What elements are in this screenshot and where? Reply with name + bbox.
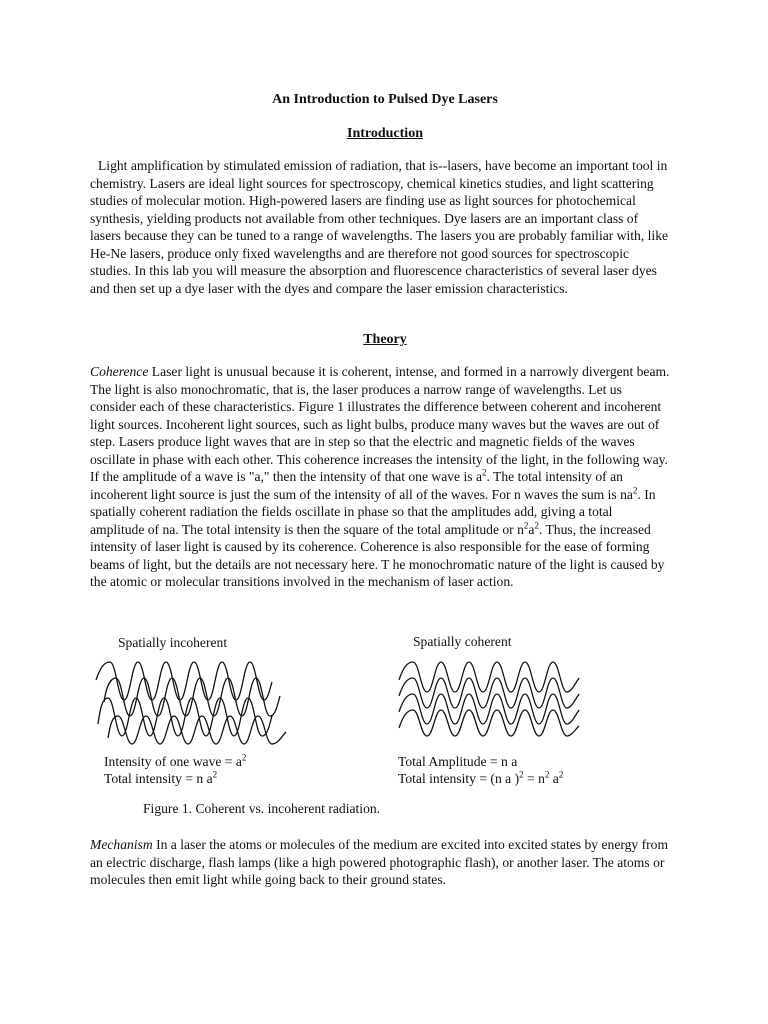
introduction-paragraph: Light amplification by stimulated emission of radiation, that is--lasers, have become an important tool in chemistry. Lasers are ideal light sources for spectroscopy, chemical kinetics studies, and light scattering studies of molecular motion. High-powered lasers are finding use as light sources for photochemical synthesis, yielding products not available from other techniques. Dye lasers are an important class of lasers because they can be tuned to a range of wavelengths. The lasers you are probably familiar with, like He-Ne lasers, produce only fixed wavelengths and are therefore not good sources for spectroscopic studies. In this lab you will measure the absorption and fluorescence characteristics of several laser dyes and then set up a dye laser with the dyes and compare the laser emission characteristics. xyxy=(90,158,669,296)
coherent-wave-1 xyxy=(399,662,579,692)
incoherent-intensity-one-wave: Intensity of one wave = $a^2$ xyxy=(104,752,247,769)
figure-caption: Figure 1. Coherent vs. incoherent radiation. xyxy=(143,801,381,816)
incoherent-label: Spatially incoherent xyxy=(118,635,228,650)
coherent-label: Spatially coherent xyxy=(413,634,512,649)
coherent-total-intensity: Total intensity = (n a )$^2 = n^2$ $a^2$ xyxy=(398,769,564,786)
introduction-heading: Introduction xyxy=(347,126,423,141)
incoherent-total-intensity: Total intensity = n $a^2$ xyxy=(104,769,218,786)
document-title: An Introduction to Pulsed Dye Lasers xyxy=(272,92,498,107)
mechanism-paragraph: Mechanism In a laser the atoms or molecules of the medium are excited into excited states by energy from an electric discharge, flash lamps (like a high powered photographic flash), or another laser. The atoms or molecules then emit light while going back to their ground states. xyxy=(90,837,669,887)
mechanism-lead: Mechanism xyxy=(90,837,153,852)
incoherent-wave-4 xyxy=(108,716,286,744)
coherent-total-amplitude: Total Amplitude = n a xyxy=(398,754,518,769)
coherent-waves-diagram xyxy=(395,656,595,738)
coherence-lead: Coherence xyxy=(90,364,149,379)
incoherent-waves-diagram xyxy=(92,658,292,748)
theory-heading: Theory xyxy=(363,332,407,347)
coherence-paragraph: Coherence Laser light is unusual because it is coherent, intense, and formed in a narrowly divergent beam. The light is also monochromatic, that is, the laser produces a narrow range of wavelengths. Let us consider each of these characteristics. Figure 1 illustrates the difference between coherent and incoherent light sources. Incoherent light sources, such as light bulbs, produce many waves but the waves are out of step. Lasers produce light waves that are in step so that the electric and magnetic fields of the waves oscillate in phase with each other. This coherence increases the intensity of the light, in the following way. If the amplitude of a wave is "a," then the intensity of that one wave is $a^2$. The total intensity of an incoherent light source is just the sum of the intensity of all of the waves. For n waves the sum is $na^2$. In spatially coherent radiation the fields oscillate in phase so that the amplitudes add, giving a total amplitude of na. The total intensity is then the square of the total amplitude or $n^2a^2$. Thus, the increased intensity of laser light is caused by its coherence. Coherence is also responsible for the ease of forming beams of light, but the details are not necessary here. T he monochromatic nature of the light is caused by the atomic or molecular transitions involved in the mechanism of laser action. xyxy=(90,364,670,589)
